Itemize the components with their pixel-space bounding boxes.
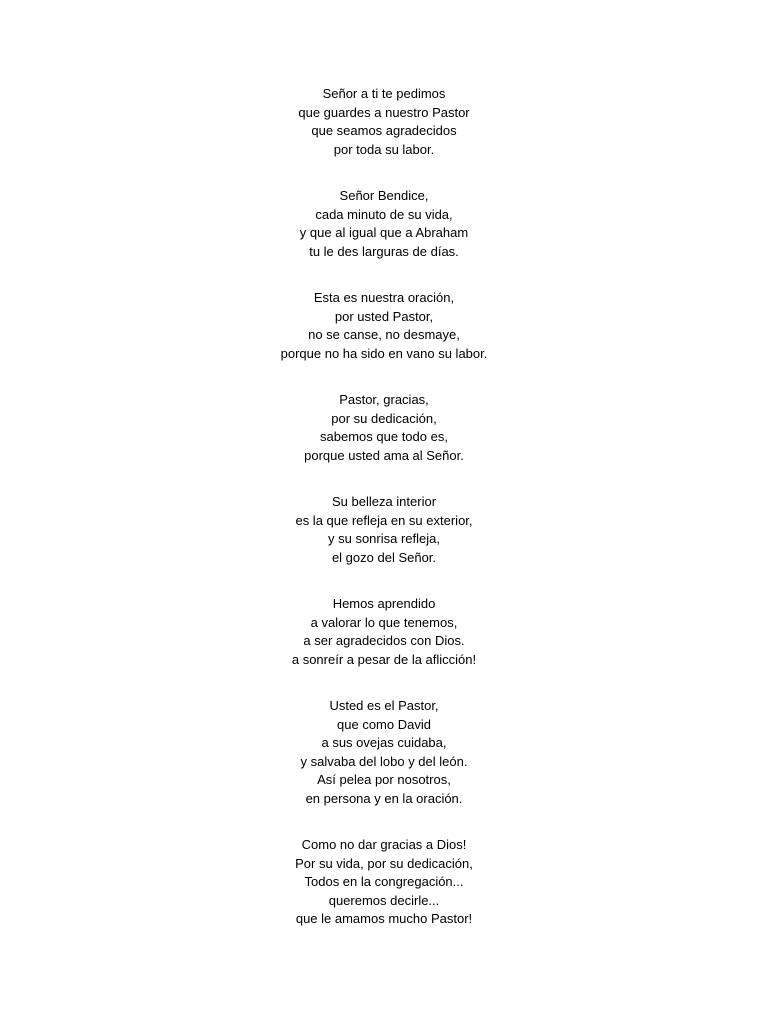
- stanza-4: [0, 391, 768, 465]
- poem-line: tu le des larguras de días.: [309, 243, 459, 259]
- stanza-1: [0, 85, 768, 159]
- poem-line: Hemos aprendido: [332, 596, 436, 611]
- poem-line: Como no dar gracias a Dios!: [301, 837, 467, 852]
- poem-line: Esta es nuestra oración,: [313, 290, 455, 305]
- poem-line: sabemos que todo es,: [320, 429, 448, 444]
- poem-line: y que al igual que a Abraham: [299, 225, 469, 240]
- stanza-2: [0, 187, 768, 261]
- stanza-8: [0, 836, 768, 929]
- stanza-3: [0, 289, 768, 363]
- poem-line: que como David: [337, 716, 431, 732]
- poem-line: es la que refleja en su exterior,: [295, 512, 473, 528]
- poem-line: a ser agradecidos con Dios.: [303, 633, 465, 648]
- poem-line: Pastor, gracias,: [339, 392, 429, 407]
- stanza-5: [0, 493, 768, 567]
- poem-line: Señor a ti te pedimos: [322, 86, 446, 101]
- poem-line: el gozo del Señor.: [331, 549, 437, 565]
- poem-line: Así pelea por nosotros,: [317, 772, 451, 787]
- poem-line: por usted Pastor,: [334, 308, 434, 324]
- poem-line: y su sonrisa refleja,: [328, 531, 440, 546]
- poem-line: que guardes a nuestro Pastor: [298, 104, 470, 120]
- poem-line: y salvaba del lobo y del león.: [300, 753, 468, 769]
- poem-line: a sus ovejas cuidaba,: [321, 735, 447, 750]
- poem-line: porque no ha sido en vano su labor.: [280, 345, 488, 361]
- poem-line: porque usted ama al Señor.: [304, 447, 464, 463]
- poem-line: Todos en la congregación...: [304, 874, 464, 889]
- stanza-6: [0, 595, 768, 669]
- poem-line: Usted es el Pastor,: [329, 698, 439, 713]
- stanza-7: [0, 697, 768, 808]
- poem-line: a valorar lo que tenemos,: [310, 614, 458, 630]
- poem-line: cada minuto de su vida,: [315, 206, 453, 222]
- poem-line: por su dedicación,: [331, 410, 437, 426]
- poem-line: a sonreír a pesar de la aflicción!: [291, 651, 477, 667]
- poem-line: por toda su labor.: [333, 141, 435, 157]
- poem: [0, 85, 768, 957]
- poem-line: no se canse, no desmaye,: [308, 327, 460, 342]
- poem-line: que le amamos mucho Pastor!: [295, 911, 473, 926]
- poem-line: Su belleza interior: [331, 494, 437, 509]
- poem-line: en persona y en la oración.: [305, 790, 463, 806]
- poem-line: Señor Bendice,: [339, 188, 429, 203]
- poem-line: Por su vida, por su dedicación,: [295, 855, 473, 871]
- poem-line: que seamos agradecidos: [311, 123, 457, 138]
- poem-line: queremos decirle...: [328, 892, 440, 908]
